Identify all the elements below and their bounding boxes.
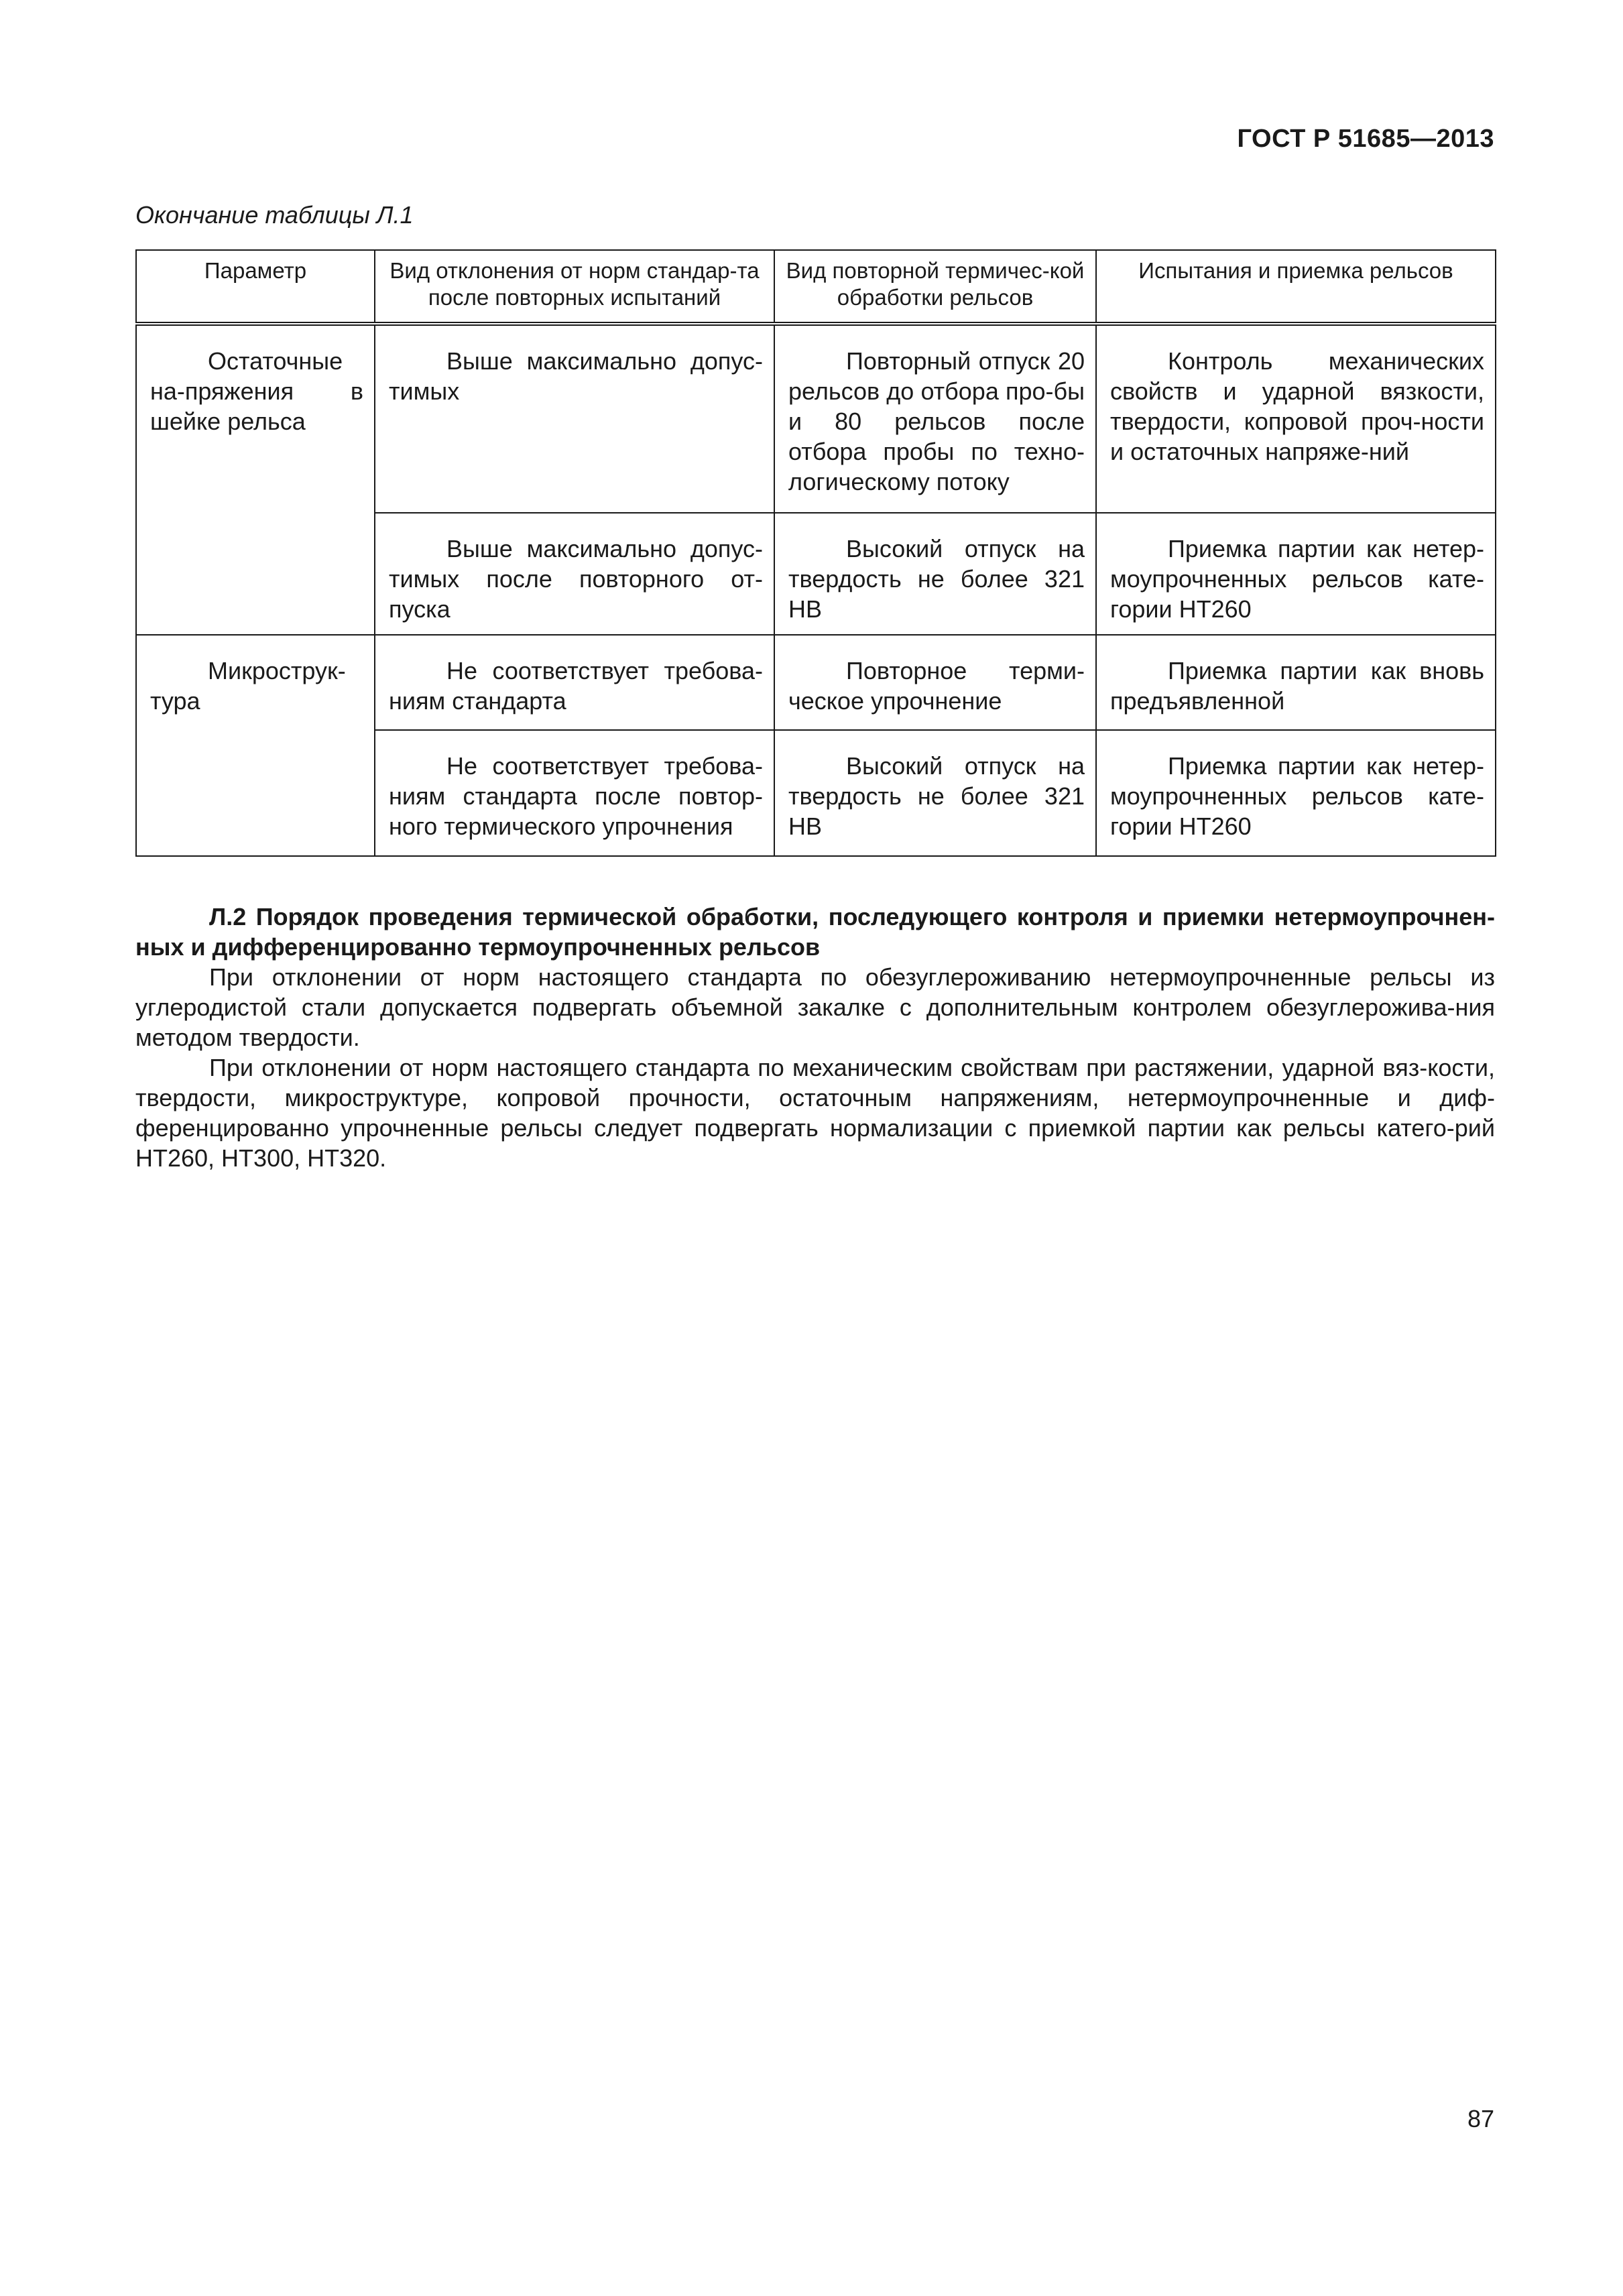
treatment-cell: Высокий отпуск на твердость не более 321 НВ [774,730,1096,856]
parameter-cell: Микрострук-тура [136,635,375,856]
deviation-cell: Выше максимально допус-тимых [375,324,774,513]
requirements-table [135,249,1496,857]
deviation-cell: Выше максимально допус-тимых после повторного от-пуска [375,513,774,635]
table-caption: Окончание таблицы Л.1 [135,201,414,229]
column-header-treatment: Вид повторной термичес-кой обработки рельсов [774,250,1096,324]
parameter-cell: Остаточные на-пряжения в шейке рельса [136,324,375,635]
table-row [136,635,1496,730]
deviation-cell: Не соответствует требова-ниям стандарта [375,635,774,730]
table-header-row [136,250,1496,324]
paragraph: При отклонении от норм настоящего стандарта по обезуглероживанию нетермоупрочненные рельсы из углеродистой стали допускается подвергать объемной закалке с дополнительным контролем обезуглерожива-ния методом твердости. [135,963,1495,1051]
acceptance-cell: Приемка партии как нетер-моупрочненных рельсов кате-гории НТ260 [1096,730,1496,856]
table-row [136,324,1496,513]
column-header-acceptance: Испытания и приемка рельсов [1096,250,1496,324]
acceptance-cell: Приемка партии как нетер-моупрочненных рельсов кате-гории НТ260 [1096,513,1496,635]
paragraph: При отклонении от норм настоящего стандарта по механическим свойствам при растяжении, ударной вяз-кости, твердости, микроструктуре, копровой прочности, остаточным напряжениям, нетермоупрочненные и диф-ференцированно упрочненные рельсы следует подвергать нормализации с приемкой партии как рельсы катего-рий НТ260, НТ300, НТ320. [135,1054,1495,1172]
document-id: ГОСТ Р 51685—2013 [1237,125,1494,153]
section-title: Л.2 Порядок проведения термической обработки, последующего контроля и приемки нетермоупрочнен-ных и дифференцированно термоупрочненных рельсов [135,903,1495,961]
treatment-cell: Повторное терми-ческое упрочнение [774,635,1096,730]
column-header-parameter: Параметр [136,250,375,324]
acceptance-cell: Контроль механических свойств и ударной вязкости, твердости, копровой проч-ности и остаточных напряже-ний [1096,324,1496,513]
treatment-cell: Высокий отпуск на твердость не более 321 НВ [774,513,1096,635]
section-l2 [135,902,1495,1173]
acceptance-cell: Приемка партии как вновь предъявленной [1096,635,1496,730]
page-number: 87 [1467,2105,1494,2132]
treatment-cell: Повторный отпуск 20 рельсов до отбора про-бы и 80 рельсов после отбора пробы по техно-логическому потоку [774,324,1096,513]
deviation-cell: Не соответствует требова-ниям стандарта после повтор-ного термического упрочнения [375,730,774,856]
column-header-deviation: Вид отклонения от норм стандар-та после повторных испытаний [375,250,774,324]
